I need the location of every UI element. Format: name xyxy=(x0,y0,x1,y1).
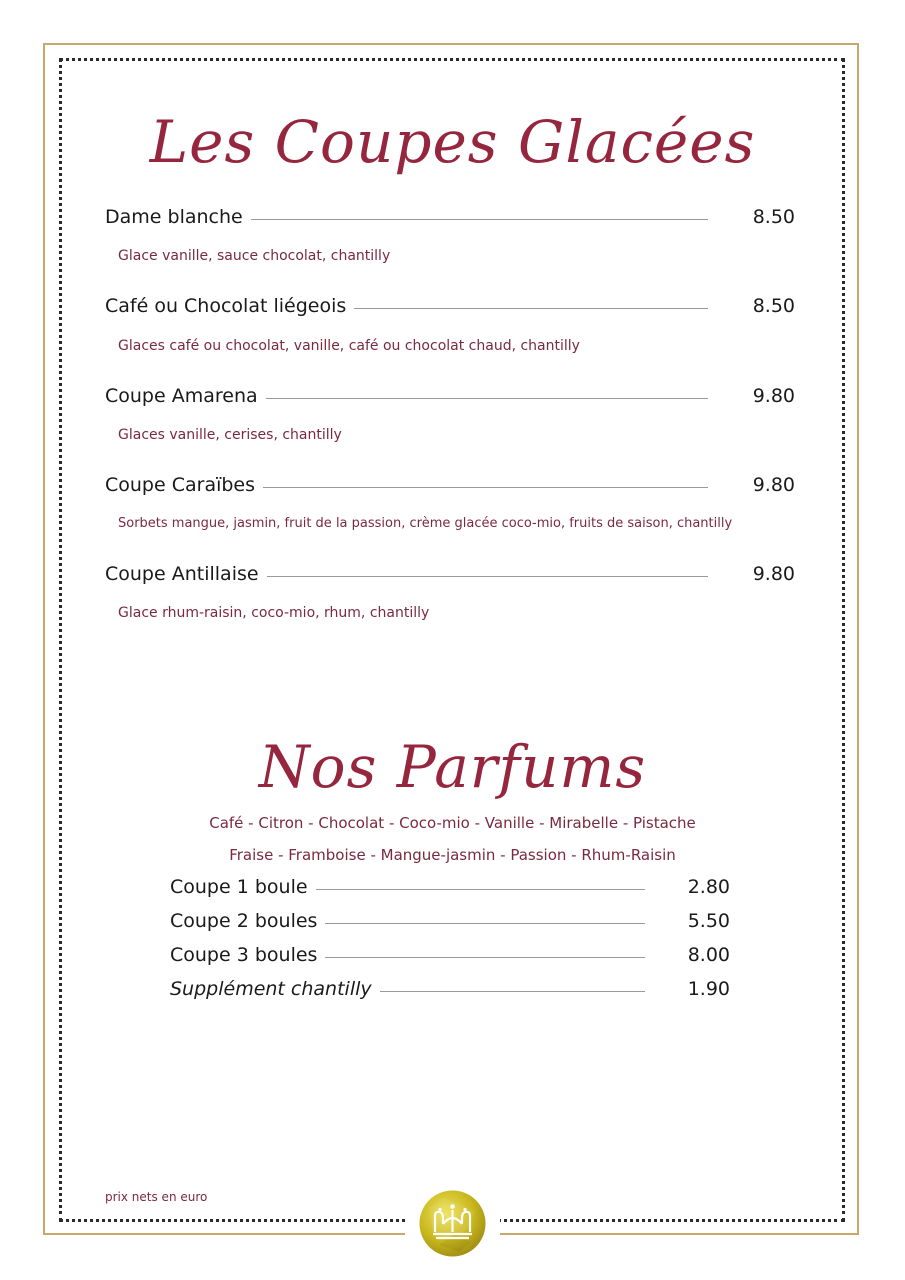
menu-item xyxy=(170,978,645,1000)
dotted-leader xyxy=(354,308,708,309)
item-price: 1.90 xyxy=(687,978,730,1000)
menu-item xyxy=(105,474,708,496)
dotted-leader xyxy=(267,576,708,577)
menu-item xyxy=(170,876,645,898)
item-price: 2.80 xyxy=(687,876,730,898)
item-name: Coupe 2 boules xyxy=(170,910,318,932)
item-price: 9.80 xyxy=(752,474,795,496)
menu-item xyxy=(170,944,645,966)
item-price: 8.50 xyxy=(752,295,795,317)
menu-item xyxy=(105,563,708,585)
item-description: Glaces vanille, cerises, chantilly xyxy=(118,427,342,443)
item-price: 8.00 xyxy=(687,944,730,966)
item-name: Café ou Chocolat liégeois xyxy=(105,295,347,317)
item-name: Coupe Amarena xyxy=(105,385,258,407)
dotted-leader xyxy=(263,487,708,488)
item-name: Dame blanche xyxy=(105,206,243,228)
item-price: 5.50 xyxy=(687,910,730,932)
flavors-line-1: Café - Citron - Chocolat - Coco-mio - Vanille - Mirabelle - Pistache xyxy=(209,814,696,832)
menu-item xyxy=(105,295,708,317)
item-name: Supplément chantilly xyxy=(170,978,372,1000)
item-price: 9.80 xyxy=(752,385,795,407)
item-name: Coupe 3 boules xyxy=(170,944,318,966)
dotted-leader xyxy=(251,219,708,220)
item-description: Sorbets mangue, jasmin, fruit de la passion, crème glacée coco-mio, fruits de saison, chantilly xyxy=(118,516,733,531)
dotted-leader xyxy=(266,398,708,399)
coupes-title: Les Coupes Glacées xyxy=(149,108,756,176)
dotted-leader xyxy=(325,957,645,958)
item-name: Coupe Antillaise xyxy=(105,563,259,585)
item-price: 8.50 xyxy=(752,206,795,228)
dotted-leader xyxy=(325,923,645,924)
menu-item xyxy=(105,385,708,407)
menu-item xyxy=(105,206,708,228)
item-name: Coupe 1 boule xyxy=(170,876,308,898)
crown-icon xyxy=(419,1190,486,1257)
item-name: Coupe Caraïbes xyxy=(105,474,256,496)
item-price: 9.80 xyxy=(752,563,795,585)
dotted-leader xyxy=(380,991,645,992)
menu-item xyxy=(170,910,645,932)
item-description: Glaces café ou chocolat, vanille, café ou chocolat chaud, chantilly xyxy=(118,338,580,354)
inner-dotted-border xyxy=(59,58,845,1222)
price-note: prix nets en euro xyxy=(105,1190,208,1204)
item-description: Glace vanille, sauce chocolat, chantilly xyxy=(118,248,391,264)
item-description: Glace rhum-raisin, coco-mio, rhum, chantilly xyxy=(118,605,430,621)
parfums-title: Nos Parfums xyxy=(258,733,647,801)
flavors-line-2: Fraise - Framboise - Mangue-jasmin - Passion - Rhum-Raisin xyxy=(229,846,676,864)
dotted-leader xyxy=(316,889,645,890)
